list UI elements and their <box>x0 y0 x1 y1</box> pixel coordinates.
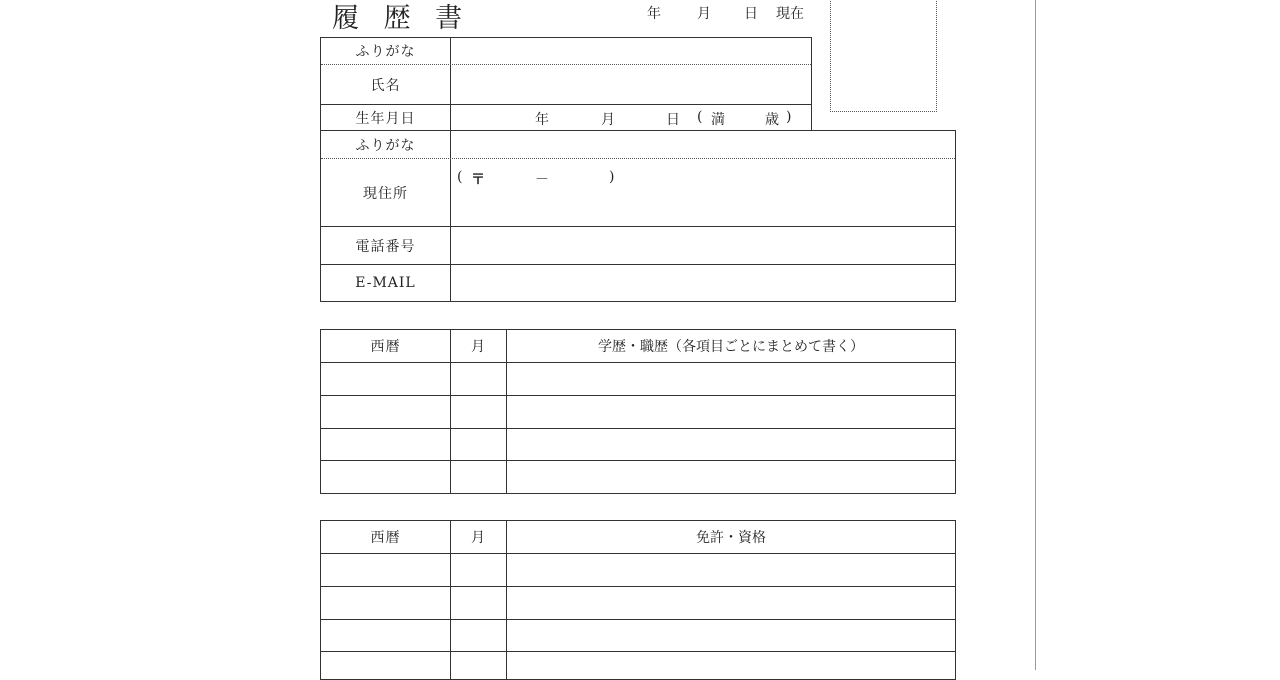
postal-dash: － <box>535 172 549 188</box>
email-field[interactable] <box>451 265 955 301</box>
address-field[interactable] <box>451 159 955 226</box>
birth-age: 満 <box>711 112 725 128</box>
postal-mark-icon: 〒 <box>471 172 485 188</box>
birth-year: 年 <box>535 112 549 128</box>
postal-paren-close: ) <box>609 169 615 185</box>
date-day: 日 <box>744 6 758 22</box>
page-edge <box>1035 0 1036 670</box>
phone-label: 電話番号 <box>355 238 416 255</box>
table-row[interactable] <box>321 461 955 493</box>
date-year: 年 <box>647 6 661 22</box>
license-row-rule <box>321 651 955 652</box>
license-header-content: 免許・資格 <box>696 530 766 546</box>
name-label: 氏名 <box>370 77 401 94</box>
address-furigana-label: ふりがな <box>355 137 416 154</box>
history-header-content: 学歴・職歴（各項目ごとにまとめて書く） <box>598 339 864 355</box>
furigana-field[interactable] <box>451 38 811 64</box>
history-header-month: 月 <box>471 339 486 355</box>
birth-month: 月 <box>601 112 615 128</box>
license-header-month: 月 <box>471 530 486 546</box>
date-month: 月 <box>697 6 711 22</box>
page-title: 履 歴 書 <box>332 3 471 34</box>
table-row[interactable] <box>321 587 955 619</box>
birth-label: 生年月日 <box>355 111 416 127</box>
table-row[interactable] <box>321 363 955 395</box>
license-header-year: 西暦 <box>370 530 401 546</box>
date-suffix: 現在 <box>776 6 804 22</box>
name-field[interactable] <box>451 65 811 104</box>
birth-day: 日 <box>666 112 680 128</box>
birth-paren-close: ) <box>786 109 792 125</box>
phone-field[interactable] <box>451 227 955 264</box>
address-label: 現住所 <box>363 185 408 202</box>
furigana-label: ふりがな <box>355 44 416 60</box>
table-row[interactable] <box>321 429 955 460</box>
birth-paren-open: ( <box>697 109 703 125</box>
birth-field[interactable] <box>451 105 811 131</box>
table-row[interactable] <box>321 620 955 651</box>
photo-box[interactable] <box>830 0 937 112</box>
postal-paren-open: ( <box>457 169 463 185</box>
email-label: E-MAIL <box>355 275 416 291</box>
address-furigana-field[interactable] <box>451 131 955 158</box>
history-header-year: 西暦 <box>370 339 401 355</box>
table-row[interactable] <box>321 554 955 586</box>
birth-age-unit: 歳 <box>765 112 779 128</box>
table-row[interactable] <box>321 396 955 428</box>
